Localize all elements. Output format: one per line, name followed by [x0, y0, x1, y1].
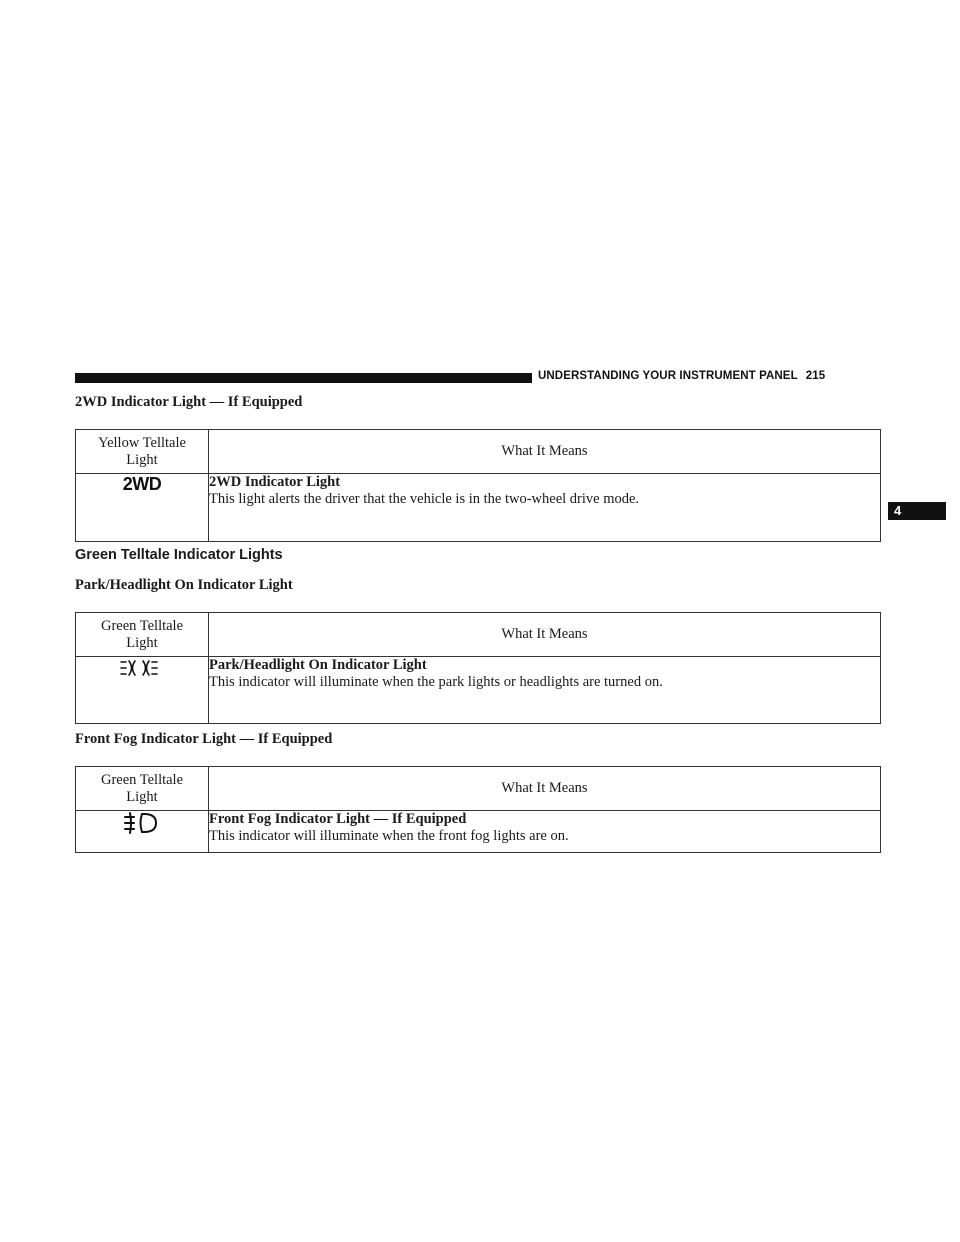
- icon-cell: [76, 474, 209, 542]
- telltale-table-park-headlight: [75, 612, 881, 724]
- telltale-table-2wd: [75, 429, 881, 542]
- section-heading-front-fog: Front Fog Indicator Light — If Equipped: [75, 731, 333, 747]
- header-section-title: UNDERSTANDING YOUR INSTRUMENT PANEL: [538, 370, 798, 382]
- icon-cell: [76, 811, 209, 853]
- col-header-telltale: Green Telltale Light: [76, 767, 209, 811]
- section-heading-park-headlight: Park/Headlight On Indicator Light: [75, 577, 293, 593]
- description-cell: [209, 811, 881, 853]
- group-heading-green: Green Telltale Indicator Lights: [75, 547, 283, 563]
- description-title: 2WD Indicator Light: [209, 474, 341, 490]
- description-title: Front Fog Indicator Light — If Equipped: [209, 811, 467, 827]
- description-title: Park/Headlight On Indicator Light: [209, 657, 427, 673]
- chapter-tab: 4: [888, 502, 946, 520]
- description-body: This indicator will illuminate when the front fog lights are on.: [209, 828, 569, 844]
- section-heading-2wd: 2WD Indicator Light — If Equipped: [75, 394, 303, 410]
- 2wd-icon: 2WD: [122, 474, 162, 494]
- header-rule: [75, 373, 532, 383]
- col-header-meaning: What It Means: [209, 430, 881, 474]
- icon-cell: [76, 657, 209, 724]
- col-header-meaning: What It Means: [209, 613, 881, 657]
- col-header-telltale: Green Telltale Light: [76, 613, 209, 657]
- front-fog-icon: [122, 811, 162, 835]
- col-header-telltale: Yellow Telltale Light: [76, 430, 209, 474]
- park-headlight-icon: [119, 657, 165, 679]
- description-body: This indicator will illuminate when the park lights or headlights are turned on.: [209, 674, 663, 690]
- col-header-meaning: What It Means: [209, 767, 881, 811]
- page-number: 215: [805, 370, 826, 382]
- description-cell: [209, 474, 881, 542]
- description-cell: [209, 657, 881, 724]
- telltale-table-front-fog: [75, 766, 881, 853]
- running-header: [538, 370, 918, 382]
- description-body: This light alerts the driver that the vehicle is in the two-wheel drive mode.: [209, 491, 640, 507]
